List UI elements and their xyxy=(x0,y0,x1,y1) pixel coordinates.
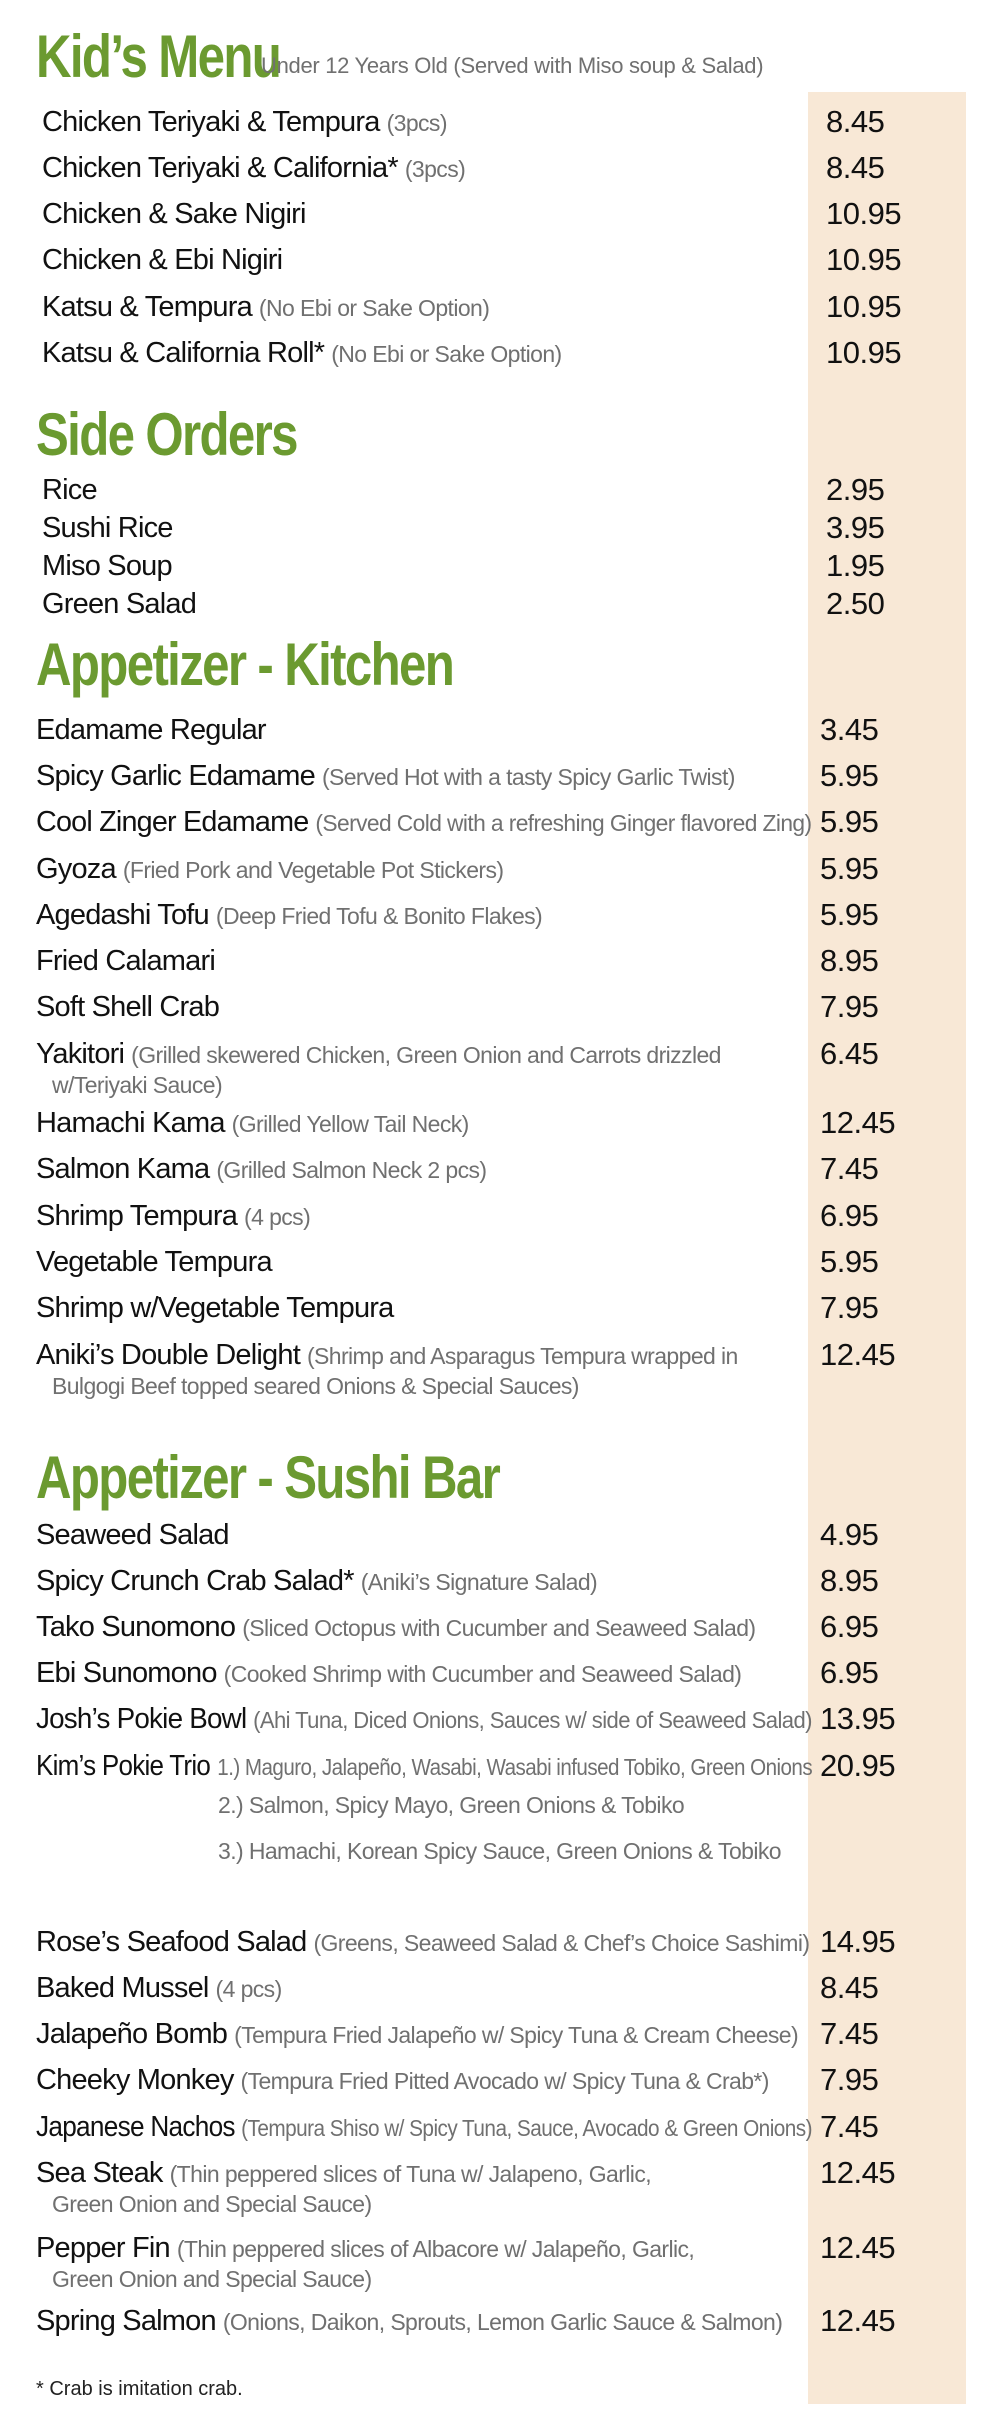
menu-item-price: 14.95 xyxy=(820,1924,896,1959)
menu-item-price: 6.95 xyxy=(820,1198,879,1233)
menu-item-line xyxy=(36,1750,812,1783)
menu-item-name: Rose’s Seafood Salad xyxy=(36,1926,307,1958)
menu-item-name: Yakitori xyxy=(36,1038,125,1070)
kitchen-title: Appetizer - Kitchen xyxy=(36,631,454,698)
menu-item-price: 10.95 xyxy=(826,242,902,277)
menu-item-line xyxy=(36,1611,755,1644)
menu-item-name: Chicken & Ebi Nigiri xyxy=(42,244,283,276)
menu-item-price: 6.95 xyxy=(820,1655,879,1690)
menu-item-description-line3: 3.) Hamachi, Korean Spicy Sauce, Green Onions & Tobiko xyxy=(218,1838,781,1864)
menu-item-name: Green Salad xyxy=(42,588,197,620)
sushi-bar-header xyxy=(36,1443,601,1512)
menu-item-name: Gyoza xyxy=(36,853,116,885)
menu-item-line xyxy=(36,1565,597,1598)
menu-item-price: 8.45 xyxy=(826,104,885,139)
menu-item-price: 12.45 xyxy=(820,1105,896,1140)
menu-item-price: 2.95 xyxy=(826,472,885,507)
side-orders-title: Side Orders xyxy=(36,401,297,468)
menu-item-line xyxy=(36,991,226,1024)
menu-item-description: (Tempura Fried Jalapeño w/ Spicy Tuna & Cream Cheese) xyxy=(234,2022,799,2048)
menu-item-description: (Greens, Seaweed Salad & Chef’s Choice Sashimi) xyxy=(313,1930,810,1956)
menu-item-line xyxy=(42,291,489,324)
menu-item-price: 8.45 xyxy=(826,150,885,185)
menu-item-line xyxy=(36,2305,782,2338)
menu-item-price: 8.95 xyxy=(820,1563,879,1598)
kids-menu-title: Kid’s Menu xyxy=(36,23,281,90)
menu-item-line xyxy=(36,2064,769,2097)
menu-item-name: Sushi Rice xyxy=(42,512,173,544)
menu-item-line xyxy=(36,899,542,932)
menu-item-price: 7.95 xyxy=(820,1290,879,1325)
menu-item-name: Salmon Kama xyxy=(36,1153,210,1185)
menu-item-name: Japanese Nachos xyxy=(36,2111,235,2143)
menu-item-description-line2: 2.) Salmon, Spicy Mayo, Green Onions & Tobiko xyxy=(218,1792,685,1818)
menu-item-name: Jalapeño Bomb xyxy=(36,2018,228,2050)
menu-item-line xyxy=(42,550,172,583)
menu-item-description-line2: Green Onion and Special Sauce) xyxy=(52,2266,372,2292)
menu-item-name: Kim’s Pokie Trio xyxy=(36,1750,211,1782)
menu-item-line xyxy=(42,198,313,231)
menu-item-description-line2: Green Onion and Special Sauce) xyxy=(52,2191,372,2217)
menu-item-name: Seaweed Salad xyxy=(36,1519,229,1551)
menu-item-name: Ebi Sunomono xyxy=(36,1657,217,1689)
menu-item-price: 12.45 xyxy=(820,2155,896,2190)
menu-item-line xyxy=(42,588,196,621)
menu-item-description: (Ahi Tuna, Diced Onions, Sauces w/ side of Seaweed Salad) xyxy=(253,1707,812,1733)
menu-item-price: 6.45 xyxy=(820,1036,879,1071)
menu-item-price: 12.45 xyxy=(820,2303,896,2338)
menu-item-price: 7.95 xyxy=(820,989,879,1024)
menu-item-name: Chicken Teriyaki & Tempura xyxy=(42,106,380,138)
menu-item-line xyxy=(36,1657,741,1690)
menu-item-price: 13.95 xyxy=(820,1701,896,1736)
menu-item-name: Hamachi Kama xyxy=(36,1107,225,1139)
menu-item-name: Chicken Teriyaki & California* xyxy=(42,152,398,184)
menu-item-name: Miso Soup xyxy=(42,550,172,582)
menu-item-description: (Deep Fried Tofu & Bonito Flakes) xyxy=(215,903,543,929)
menu-item-price: 3.45 xyxy=(820,712,879,747)
footnote: * Crab is imitation crab. xyxy=(36,2378,243,2400)
menu-item-price: 3.95 xyxy=(826,510,885,545)
menu-item-description: (Thin peppered slices of Tuna w/ Jalapeno, Garlic, xyxy=(169,2161,652,2187)
menu-item-description: (Grilled Salmon Neck 2 pcs) xyxy=(216,1157,487,1183)
menu-item-description: (Cooked Shrimp with Cucumber and Seaweed Salad) xyxy=(223,1661,742,1687)
kitchen-header xyxy=(36,630,545,699)
menu-item-name: Pepper Fin xyxy=(36,2232,170,2264)
menu-item-name: Katsu & Tempura xyxy=(42,291,252,323)
menu-item-description: (Shrimp and Asparagus Tempura wrapped in xyxy=(306,1343,738,1369)
menu-item-line xyxy=(36,2111,812,2144)
menu-item-line xyxy=(42,106,447,139)
menu-item-price: 8.95 xyxy=(820,943,879,978)
menu-item-description: (No Ebi or Sake Option) xyxy=(331,341,562,367)
menu-item-description: (Aniki’s Signature Salad) xyxy=(360,1569,598,1595)
menu-item-price: 20.95 xyxy=(820,1748,896,1783)
menu-item-line xyxy=(36,1972,282,2005)
kids-menu-subtitle: Under 12 Years Old (Served with Miso soup & Salad) xyxy=(261,53,764,78)
menu-item-name: Edamame Regular xyxy=(36,714,266,746)
menu-item-line xyxy=(42,512,173,545)
menu-item-price: 6.95 xyxy=(820,1609,879,1644)
menu-item-line xyxy=(42,474,97,507)
menu-item-name: Sea Steak xyxy=(36,2157,163,2189)
menu-item-name: Agedashi Tofu xyxy=(36,899,209,931)
menu-item-name: Josh’s Pokie Bowl xyxy=(36,1703,247,1735)
menu-item-line xyxy=(36,2232,694,2265)
menu-item-line xyxy=(36,1292,401,1325)
menu-item-description: (Thin peppered slices of Albacore w/ Jalapeño, Garlic, xyxy=(176,2236,695,2262)
menu-item-name: Cheeky Monkey xyxy=(36,2064,234,2096)
menu-item-name: Soft Shell Crab xyxy=(36,991,220,1023)
menu-item-name: Spicy Garlic Edamame xyxy=(36,760,315,792)
menu-item-price: 5.95 xyxy=(820,851,879,886)
menu-item-price: 5.95 xyxy=(820,804,879,839)
menu-item-name: Cool Zinger Edamame xyxy=(36,806,309,838)
menu-item-price: 10.95 xyxy=(826,196,902,231)
menu-item-line xyxy=(36,1153,486,1186)
menu-item-description-line2: w/Teriyaki Sauce) xyxy=(52,1072,223,1098)
menu-item-line xyxy=(36,760,735,793)
menu-item-line xyxy=(36,1703,812,1736)
menu-item-line xyxy=(36,2018,798,2051)
menu-item-name: Katsu & California Roll* xyxy=(42,337,325,369)
menu-item-price: 7.45 xyxy=(820,2016,879,2051)
menu-item-name: Aniki’s Double Delight xyxy=(36,1339,300,1371)
menu-item-name: Shrimp w/Vegetable Tempura xyxy=(36,1292,394,1324)
menu-item-description: (3pcs) xyxy=(404,156,466,182)
menu-item-line xyxy=(36,1246,279,1279)
menu-item-description: (Grilled skewered Chicken, Green Onion and Carrots drizzled xyxy=(131,1042,721,1068)
menu-item-name: Fried Calamari xyxy=(36,945,215,977)
menu-item-price: 7.45 xyxy=(820,1151,879,1186)
menu-item-name: Spicy Crunch Crab Salad* xyxy=(36,1565,354,1597)
menu-item-description: (Fried Pork and Vegetable Pot Stickers) xyxy=(122,857,504,883)
menu-item-name: Vegetable Tempura xyxy=(36,1246,272,1278)
menu-item-description: (Tempura Fried Pitted Avocado w/ Spicy Tuna & Crab*) xyxy=(240,2068,769,2094)
menu-item-price: 10.95 xyxy=(826,335,902,370)
menu-item-price: 5.95 xyxy=(820,1244,879,1279)
menu-item-description: (Grilled Yellow Tail Neck) xyxy=(231,1111,469,1137)
menu-item-line xyxy=(36,714,273,747)
menu-item-price: 8.45 xyxy=(820,1970,879,2005)
menu-item-price: 7.95 xyxy=(820,2062,879,2097)
menu-item-line xyxy=(42,244,289,277)
menu-item-description: (Tempura Shiso w/ Spicy Tuna, Sauce, Avocado & Green Onions) xyxy=(241,2115,813,2141)
menu-item-price: 5.95 xyxy=(820,758,879,793)
menu-item-name: Tako Sunomono xyxy=(36,1611,236,1643)
menu-item-line xyxy=(36,945,222,978)
menu-item-description: (4 pcs) xyxy=(215,1976,282,2002)
menu-item-description: 1.) Maguro, Jalapeño, Wasabi, Wasabi infused Tobiko, Green Onions xyxy=(217,1754,813,1780)
menu-item-name: Rice xyxy=(42,474,97,506)
menu-item-line xyxy=(36,806,812,839)
menu-item-line xyxy=(36,1200,310,1233)
menu-item-name: Chicken & Sake Nigiri xyxy=(42,198,306,230)
menu-item-line xyxy=(42,152,465,185)
menu-item-price: 1.95 xyxy=(826,548,885,583)
menu-item-line xyxy=(36,2157,651,2190)
menu-item-price: 10.95 xyxy=(826,289,902,324)
side-orders-header xyxy=(36,400,354,469)
menu-item-line xyxy=(36,1339,738,1372)
sushi-bar-title: Appetizer - Sushi Bar xyxy=(36,1444,500,1511)
menu-item-price: 2.50 xyxy=(826,586,885,621)
menu-item-description: (3pcs) xyxy=(386,110,447,136)
menu-item-description: (No Ebi or Sake Option) xyxy=(258,295,490,321)
menu-item-line xyxy=(36,853,503,886)
menu-item-line xyxy=(36,1519,236,1552)
menu-item-name: Baked Mussel xyxy=(36,1972,209,2004)
menu-item-line xyxy=(36,1926,809,1959)
menu-item-line xyxy=(36,1107,469,1140)
menu-item-description: (Served Cold with a refreshing Ginger flavored Zing) xyxy=(315,810,812,836)
menu-item-price: 7.45 xyxy=(820,2109,879,2144)
menu-item-line xyxy=(42,337,562,370)
menu-item-description: (Onions, Daikon, Sprouts, Lemon Garlic Sauce & Salmon) xyxy=(222,2309,783,2335)
menu-item-price: 4.95 xyxy=(820,1517,879,1552)
menu-item-price: 12.45 xyxy=(820,2230,896,2265)
menu-item-price: 12.45 xyxy=(820,1337,896,1372)
menu-item-description-line2: Bulgogi Beef topped seared Onions & Special Sauces) xyxy=(52,1373,579,1399)
menu-item-price: 5.95 xyxy=(820,897,879,932)
menu-item-line xyxy=(36,1038,721,1071)
menu-item-name: Spring Salmon xyxy=(36,2305,216,2337)
kids-menu-header xyxy=(36,22,764,91)
menu-item-description: (Served Hot with a tasty Spicy Garlic Twist) xyxy=(321,764,735,790)
menu-item-description: (4 pcs) xyxy=(244,1204,311,1230)
menu-item-name: Shrimp Tempura xyxy=(36,1200,238,1232)
menu-item-description: (Sliced Octopus with Cucumber and Seaweed Salad) xyxy=(242,1615,756,1641)
